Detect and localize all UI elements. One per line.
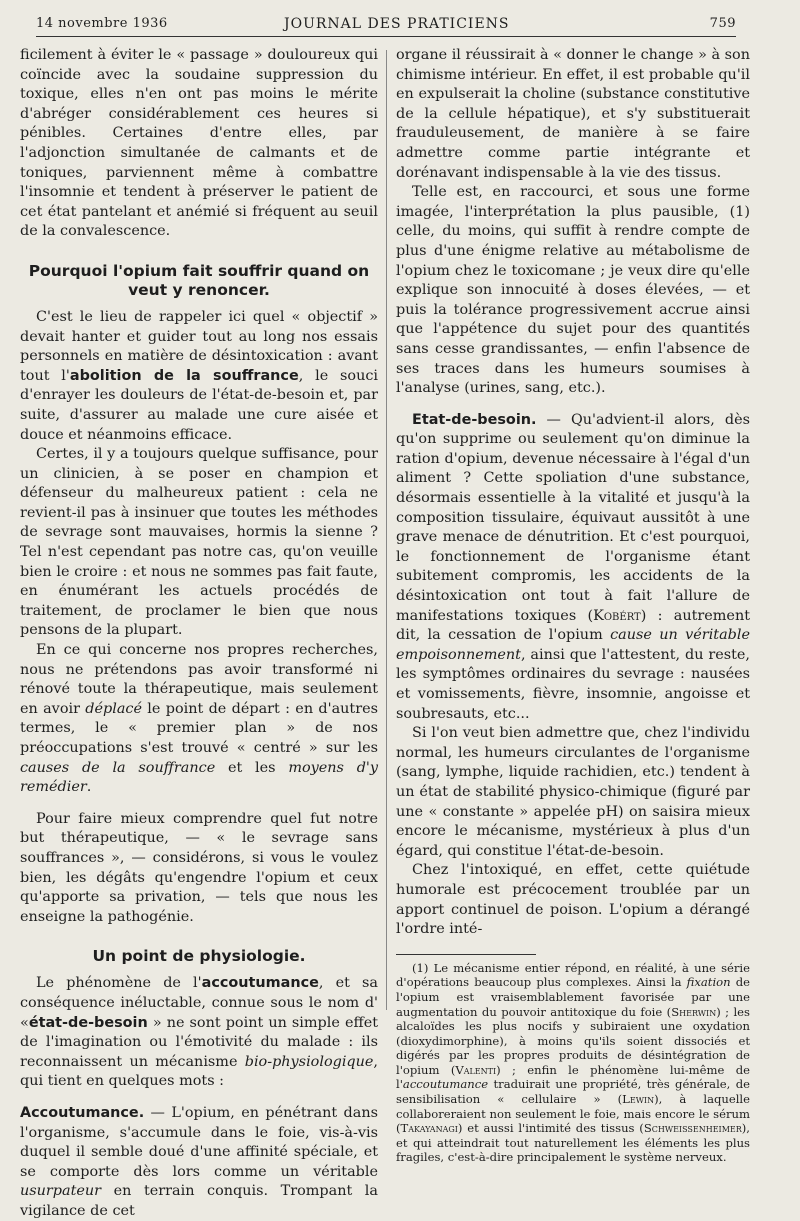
journal-title: JOURNAL DES PRATICIENS — [284, 16, 510, 32]
section-heading: Un point de physiologie. — [92, 947, 306, 966]
paragraph: Accoutumance. — L'opium, en pénétrant dans l'organisme, s'accumule dans le foie, vis-à-vis duquel il semble doué d'une affinité spéciale, et se comporte dès lors comme un véritable usurpateur en terrain conquis. Trompant la vigilance de cet — [20, 1104, 378, 1219]
paragraph: Pour faire mieux comprendre quel fut notre but thérapeutique, — « le sevrage sans souffrances », — considérons, si vous le voulez bien, les dégâts qu'engendre l'opium et ceux qu'apporte sa privation, — tels que nous les enseigne la pathogénie. — [20, 810, 378, 925]
page-number: 759 — [709, 16, 736, 31]
left-column — [20, 46, 378, 1221]
footnote-rule — [396, 954, 536, 955]
footnote: (1) Le mécanisme entier répond, en réalité, à une série d'opérations beaucoup plus complexes. Ainsi la fixation de l'opium est vraisemblablement favorisée par une augmentation du pouvoir antitoxique du foie (Sherwin) ; les alcaloïdes les plus nocifs y subiraient une oxydation (dioxydimorphine), à moins qu'ils soient dissociés et digérés par les propres produits de désintégration de l'opium (Valenti) ; enfin le phénomène lui-même de l'accoutumance traduirait une propriété, très générale, de sensibilisation « cellulaire » (Lewin), à laquelle collaboreraient non seulement le foie, mais encore le sérum (Takayanagi) et aussi l'intimité des tissus (Schweissenheimer), et qui atteindrait tout naturellement les éléments les plus fragiles, c'est-à-dire principalement le système nerveux. — [396, 960, 751, 1165]
paragraph: En ce qui concerne nos propres recherches, nous ne prétendons pas avoir transformé ni rénové toute la thérapeutique, mais seulement en avoir déplacé le point de départ : en d'autres termes, le « premier plan » de nos préoccupations s'est trouvé « centré » sur les causes de la souffrance et les moyens d'y remédier. — [20, 642, 378, 796]
paragraph: Telle est, en raccourci, et sous une forme imagée, l'interprétation la plus pausible, (1) celle, du moins, qui suffit à rendre compte de plus d'une énigme relative au métabolisme de l'opium chez le toxicomane ; je veux dire qu'elle explique son innocuité à doses élevées, — et puis la tolérance progressivement accrue ainsi que l'appétence du sujet pour des quantités sans cesse grandissantes, — enfin l'absence de ses traces dans les humeurs soumises à l'analyse (urines, sang, etc.). — [396, 184, 750, 397]
paragraph: Certes, il y a toujours quelque suffisance, pour un clinicien, à se poser en champion et défenseur du malheureux patient : cela ne revient-il pas à insinuer que toutes les méthodes de sevrage sont mauvaises, hormis la sienne ? Tel n'est cependant pas notre cas, qu'on veuille bien le croire : et nous ne sommes pas fait faute, en énumérant les actuels procédés de traitement, de proclamer le bien que nous pensons de la plupart. — [20, 446, 378, 639]
paragraph: C'est le lieu de rappeler ici quel « objectif » devait hanter et guider tout au long nos essais personnels en matière de désintoxication : avant tout l'abolition de la souffrance, le souci d'enrayer les douleurs de l'état-de-besoin et, par suite, d'assurer au malade une cure aisée et douce et néanmoins efficace. — [20, 308, 379, 443]
paragraph: ficilement à éviter le « passage » douloureux qui coïncide avec la soudaine suppression du toxique, elles n'en ont pas moins le mérite d'abréger considérablement ces heures si pénibles. Certaines d'entre elles, par l'adjonction simultanée de calmants et de toniques, parviennent même à combattre l'insomnie et tendent à préserver le patient de cet état pantelant et anémié si fréquent au seuil de la convalescence. — [20, 47, 378, 240]
subheading: Accoutumance. — [20, 1104, 145, 1121]
paragraph: Le phénomène de l'accoutumance, et sa conséquence inéluctable, connue sous le nom d' «état-de-besoin » ne sont point un simple effet de l'imagination ou l'émotivité du malade : ils reconnaissent un mécanisme bio-physiologique, qui tient en quelques mots : — [20, 975, 378, 1090]
paragraph: Si l'on veut bien admettre que, chez l'individu normal, les humeurs circulantes de l'organisme (sang, lymphe, liquide rachidien, etc.) tendent à un état de stabilité physico-chimique (figuré par une « constante » appelée pH) on saisira mieux encore le mécanisme, mystérieux à plus d'un égard, qui constitue l'état-de-besoin. — [396, 725, 750, 859]
paragraph: Chez l'intoxiqué, en effet, cette quiétude humorale est précocement troublée par un apport continuel de poison. L'opium a dérangé l'ordre inté- — [396, 862, 750, 938]
subheading: Etat-de-besoin. — [412, 411, 537, 428]
paragraph: Etat-de-besoin. — Qu'advient-il alors, dès qu'on supprime ou seulement qu'on diminue la ration d'opium, devenue nécessaire à l'égal d'un aliment ? Cette spoliation d'une substance, désormais essentielle à la vitalité et jusqu'à la composition tissulaire, équivaut aussitôt à une grave menace de dénutrition. Et c'est pourquoi, le fonctionnement de l'organisme étant subitement compromis, les accidents de la désintoxication ont tout à fait l'allure de manifestations toxiques (Kobért) : autrement dit, la cessation de l'opium cause un véritable empoisonnement, ainsi que l'attestent, du reste, les symptômes ordinaires du sevrage : nausées et vomissements, fièvre, insomnie, angoisse et soubresauts, etc... — [396, 411, 750, 722]
header-date: 14 novembre 1936 — [36, 16, 168, 31]
paragraph: organe il réussirait à « donner le change » à son chimisme intérieur. En effet, il est probable qu'il en expulserait la choline (substance constitutive de la cellule hépatique), et s'y substituerait frauduleusement, de manière à se faire admettre comme partie intégrante et dorénavant indispensable à la vie des tissus. — [396, 47, 750, 181]
emphasis: abolition de la souffrance — [69, 367, 299, 384]
right-column — [396, 46, 750, 1165]
section-heading: Pourquoi l'opium fait souffrir quand on veut y renoncer. — [28, 261, 370, 299]
running-header — [36, 14, 736, 37]
column-divider — [386, 50, 387, 1010]
